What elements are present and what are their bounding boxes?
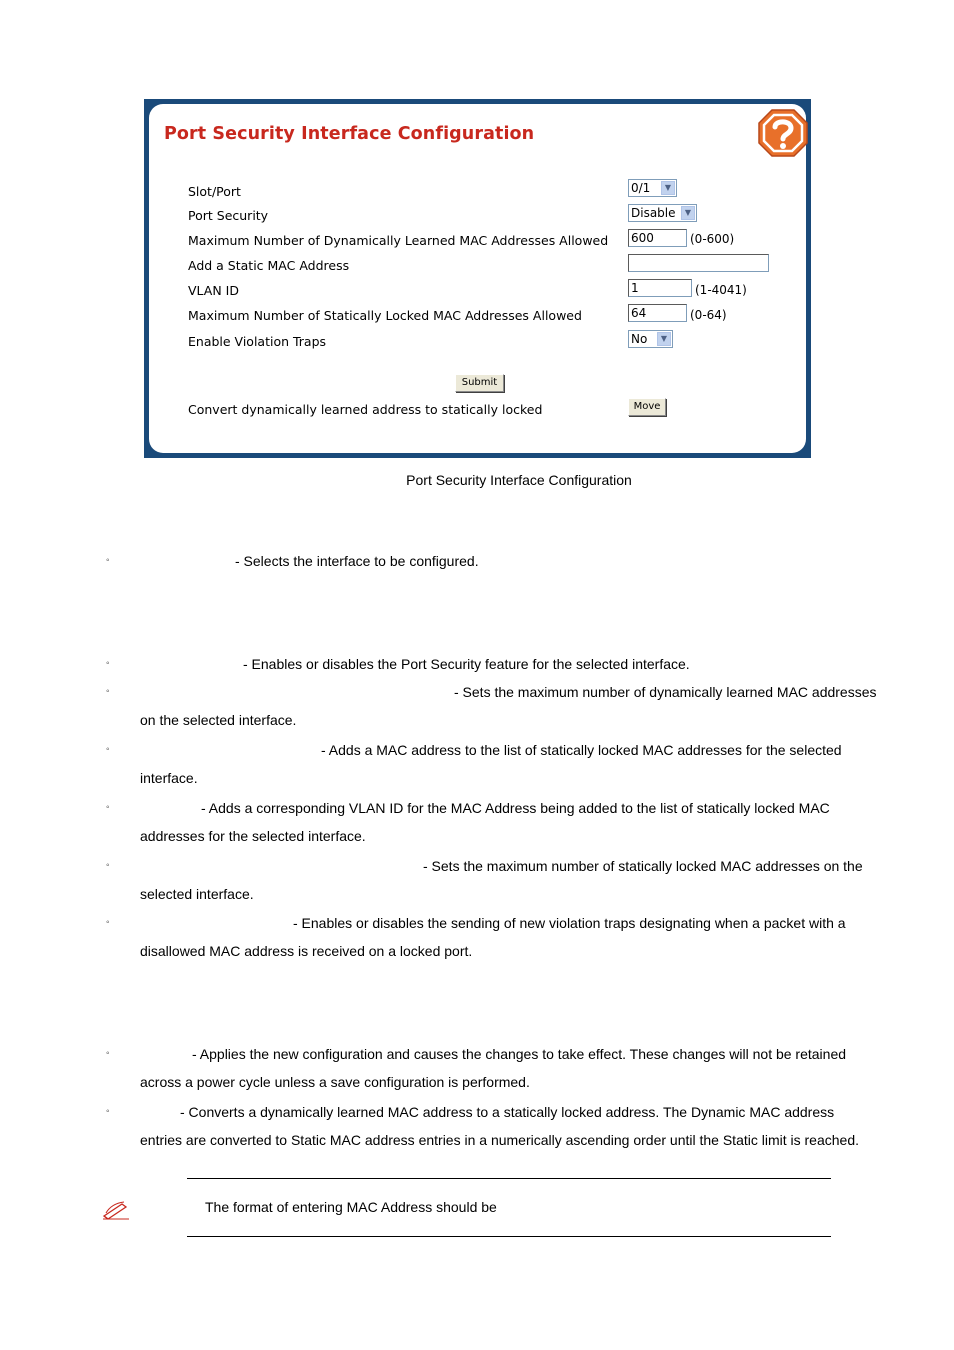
vlan-id-label: VLAN ID — [188, 283, 239, 298]
list-item: ◦ - Selects the interface to be configured. — [106, 547, 886, 575]
list-item: ◦ - Adds a corresponding VLAN ID for the MAC Address being added to the list of statically locked MAC addresses for the selected interface. — [106, 794, 886, 850]
bullet-icon: ◦ — [106, 1048, 110, 1059]
slot-port-label: Slot/Port — [188, 184, 241, 199]
note-divider-bottom — [187, 1236, 831, 1237]
static-mac-label: Add a Static MAC Address — [188, 258, 350, 273]
config-screenshot — [144, 99, 811, 458]
list-item: ◦ - Enables or disables the Port Security feature for the selected interface. — [106, 650, 886, 678]
static-mac-input[interactable] — [628, 254, 769, 272]
max-dynamic-label: Maximum Number of Dynamically Learned MAC Addresses Allowed — [188, 233, 609, 248]
max-static-label: Maximum Number of Statically Locked MAC Addresses Allowed — [188, 308, 582, 323]
bullet-icon: ◦ — [106, 917, 110, 928]
bullet-icon: ◦ — [106, 802, 110, 813]
note-text: The format of entering MAC Address should be — [205, 1199, 497, 1215]
list-item: ◦ - Adds a MAC address to the list of statically locked MAC addresses for the selected interface. — [106, 736, 886, 792]
list-item: ◦ - Sets the maximum number of dynamically learned MAC addresses on the selected interface. — [106, 678, 886, 734]
max-dynamic-input[interactable]: 600 — [628, 229, 687, 247]
chevron-down-icon: ▼ — [681, 206, 695, 220]
port-security-select[interactable]: Disable ▼ — [628, 204, 697, 222]
list-item: ◦ - Converts a dynamically learned MAC address to a statically locked address. The Dynamic MAC address entries are converted to Static MAC address entries in a numerically ascending order until the Static limit is reached. — [106, 1098, 886, 1154]
bullet-icon: ◦ — [106, 658, 110, 669]
list-item: ◦ - Enables or disables the sending of new violation traps designating when a packet with a disallowed MAC address is received on a locked port. — [106, 909, 886, 965]
chevron-down-icon: ▼ — [657, 332, 671, 346]
figure-caption: Port Security Interface Configuration — [406, 472, 632, 488]
submit-button[interactable]: Submit — [455, 374, 504, 392]
config-form — [149, 104, 806, 453]
move-button[interactable]: Move — [628, 398, 666, 416]
question-mark-icon[interactable] — [757, 108, 809, 158]
bullet-icon: ◦ — [106, 744, 110, 755]
max-static-range: (0-64) — [690, 308, 727, 322]
violation-traps-select[interactable]: No ▼ — [628, 330, 673, 348]
max-static-input[interactable]: 64 — [628, 304, 687, 322]
page-title: Port Security Interface Configuration — [164, 124, 535, 144]
bullet-icon: ◦ — [106, 686, 110, 697]
bullet-icon: ◦ — [106, 555, 110, 566]
vlan-id-input[interactable]: 1 — [628, 279, 692, 297]
bullet-icon: ◦ — [106, 860, 110, 871]
note-pencil-icon — [102, 1200, 130, 1220]
list-item: ◦ - Sets the maximum number of statically locked MAC addresses on the selected interface. — [106, 852, 886, 908]
chevron-down-icon: ▼ — [661, 181, 675, 195]
convert-label: Convert dynamically learned address to statically locked — [188, 402, 543, 417]
port-security-label: Port Security — [188, 208, 269, 223]
bullet-icon: ◦ — [106, 1106, 110, 1117]
violation-traps-label: Enable Violation Traps — [188, 334, 327, 349]
note-divider-top — [187, 1178, 831, 1179]
max-dynamic-range: (0-600) — [690, 232, 735, 246]
list-item: ◦ - Applies the new configuration and causes the changes to take effect. These changes will not be retained across a power cycle unless a save configuration is performed. — [106, 1040, 886, 1096]
vlan-id-range: (1-4041) — [695, 283, 747, 297]
slot-port-select[interactable]: 0/1 ▼ — [628, 179, 677, 197]
